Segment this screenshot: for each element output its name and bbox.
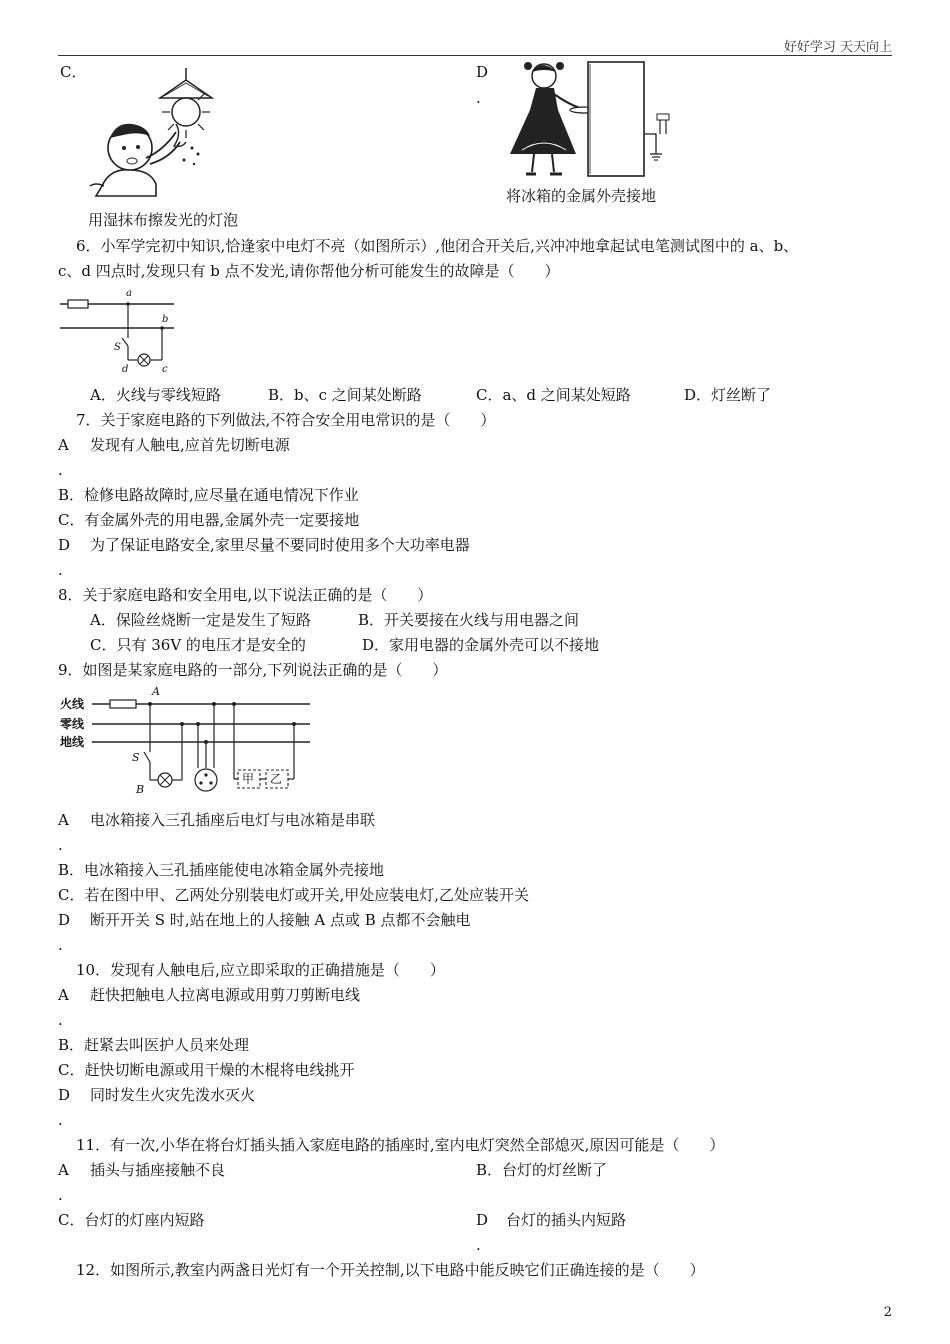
q9-label-b: B xyxy=(136,783,145,796)
q6-label-s: S xyxy=(114,342,121,353)
q9-label-live: 火线 xyxy=(60,697,85,711)
q9-label-ground: 地线 xyxy=(60,735,85,749)
q7-option-d-dot: . xyxy=(58,561,63,579)
q11-option-b: B．台灯的灯丝断了 xyxy=(476,1161,608,1179)
q11-option-a-text: 插头与插座接触不良 xyxy=(90,1161,226,1179)
q11-option-c: C．台灯的灯座内短路 xyxy=(58,1211,205,1229)
q9-option-d-text: 断开开关 S 时,站在地上的人接触 A 点或 B 点都不会触电 xyxy=(90,911,471,929)
q11-option-a-label: A xyxy=(58,1161,69,1179)
page-number: 2 xyxy=(883,1305,892,1320)
q6-label-d: d xyxy=(122,364,129,375)
page-header-title: 好好学习 天天向上 xyxy=(783,40,892,55)
q6-option-b: B．b、c 之间某处断路 xyxy=(268,386,422,404)
q8-stem: 8．关于家庭电路和安全用电,以下说法正确的是（ ） xyxy=(58,586,433,604)
q5-option-d-illustration xyxy=(500,58,680,180)
q6-label-b: b xyxy=(162,314,169,325)
q6-stem-line1: 6．小军学完初中知识,恰逢家中电灯不亮（如图所示）,他闭合开关后,兴冲冲地拿起试电笔测试图中的 a、b、 xyxy=(76,237,799,255)
q8-option-a: A．保险丝烧断一定是发生了短路 xyxy=(90,611,311,629)
q11-option-a-dot: . xyxy=(58,1186,63,1204)
q5-option-c-caption: 用湿抹布擦发光的灯泡 xyxy=(88,211,239,229)
q7-option-b: B．检修电路故障时,应尽量在通电情况下作业 xyxy=(58,486,359,504)
q9-label-neutral: 零线 xyxy=(60,717,85,731)
q7-option-a-dot: . xyxy=(58,461,63,479)
q12-stem: 12．如图所示,教室内两盏日光灯有一个开关控制,以下电路中能反映它们正确连接的是（ ） xyxy=(76,1261,705,1279)
q7-stem: 7．关于家庭电路的下列做法,不符合安全用电常识的是（ ） xyxy=(76,411,496,429)
q9-option-a-text: 电冰箱接入三孔插座后电灯与电冰箱是串联 xyxy=(90,811,376,829)
q10-option-c: C．赶快切断电源或用干燥的木棍将电线挑开 xyxy=(58,1061,355,1079)
q9-circuit-diagram xyxy=(58,686,314,802)
q9-option-d-label: D xyxy=(58,911,71,929)
q6-label-a: a xyxy=(126,288,132,299)
q10-option-d-dot: . xyxy=(58,1111,63,1129)
q5-option-d-dot: . xyxy=(476,89,481,107)
q6-option-c: C．a、d 之间某处短路 xyxy=(476,386,631,404)
q10-option-a-label: A xyxy=(58,986,69,1004)
q6-stem-line2: c、d 四点时,发现只有 b 点不发光,请你帮他分析可能发生的故障是（ ） xyxy=(58,262,560,280)
q9-label-yi: 乙 xyxy=(270,772,283,786)
q10-option-a-text: 赶快把触电人拉离电源或用剪刀剪断电线 xyxy=(90,986,361,1004)
q9-stem: 9．如图是某家庭电路的一部分,下列说法正确的是（ ） xyxy=(58,661,448,679)
q6-option-a: A．火线与零线短路 xyxy=(90,386,221,404)
q9-label-jia: 甲 xyxy=(242,772,255,786)
q11-stem: 11．有一次,小华在将台灯插头插入家庭电路的插座时,室内电灯突然全部熄灭,原因可能是（ ） xyxy=(76,1136,725,1154)
q10-option-d-text: 同时发生火灾先泼水灭火 xyxy=(90,1086,256,1104)
q9-option-c: C．若在图中甲、乙两处分别装电灯或开关,甲处应装电灯,乙处应装开关 xyxy=(58,886,530,904)
q11-option-d-label: D xyxy=(476,1211,489,1229)
q9-label-s: S xyxy=(132,751,140,764)
q7-option-a-label: A xyxy=(58,436,69,454)
q11-option-d-text: 台灯的插头内短路 xyxy=(506,1211,627,1229)
q7-option-d-label: D xyxy=(58,536,71,554)
q6-circuit-diagram xyxy=(58,288,178,376)
q8-option-d: D．家用电器的金属外壳可以不接地 xyxy=(362,636,600,654)
q9-option-d-dot: . xyxy=(58,936,63,954)
q5-option-d-label: D xyxy=(476,63,489,81)
q5-option-d-caption: 将冰箱的金属外壳接地 xyxy=(506,187,657,205)
q10-option-a-dot: . xyxy=(58,1011,63,1029)
q9-option-a-label: A xyxy=(58,811,69,829)
q6-option-d: D．灯丝断了 xyxy=(684,386,772,404)
q5-option-c-illustration xyxy=(88,68,228,198)
q7-option-d-text: 为了保证电路安全,家里尽量不要同时使用多个大功率电器 xyxy=(90,536,470,554)
q10-stem: 10．发现有人触电后,应立即采取的正确措施是（ ） xyxy=(76,961,445,979)
q9-option-b: B．电冰箱接入三孔插座能使电冰箱金属外壳接地 xyxy=(58,861,385,879)
q11-option-d-dot: . xyxy=(476,1236,481,1254)
header-divider xyxy=(58,55,892,56)
q9-label-a: A xyxy=(152,685,160,698)
q6-label-c: c xyxy=(162,364,168,375)
q8-option-b: B．开关要接在火线与用电器之间 xyxy=(358,611,580,629)
q7-option-a-text: 发现有人触电,应首先切断电源 xyxy=(90,436,290,454)
q8-option-c: C．只有 36V 的电压才是安全的 xyxy=(90,636,306,654)
q9-option-a-dot: . xyxy=(58,836,63,854)
q5-option-c-label: C． xyxy=(60,63,87,81)
q10-option-b: B．赶紧去叫医护人员来处理 xyxy=(58,1036,250,1054)
q10-option-d-label: D xyxy=(58,1086,71,1104)
q7-option-c: C．有金属外壳的用电器,金属外壳一定要接地 xyxy=(58,511,360,529)
